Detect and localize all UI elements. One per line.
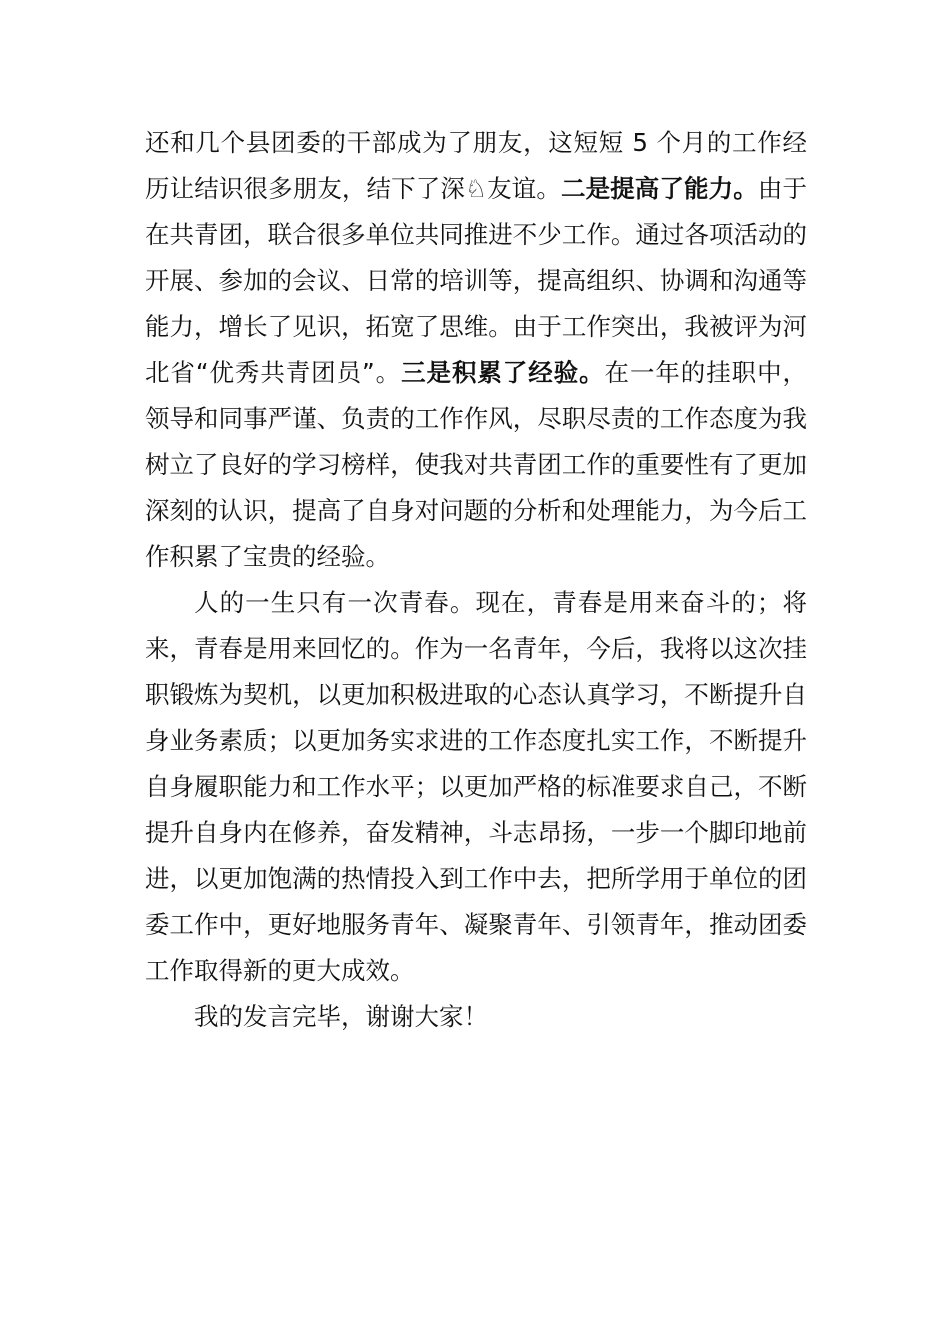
paragraph-text: 由于在共青团，联合很多单位共同推进不少工作。通过各项活动的开展、参加的会议、日常的培训等，提高组织、协调和沟通等能力，增长了见识，拓宽了思维。由于工作突出，我被评为河北省“优秀共青团员”。 <box>145 174 808 387</box>
document-body <box>145 120 807 1040</box>
paragraph-text: 在一年的挂职中，领导和同事严谨、负责的工作作风，尽职尽责的工作态度为我树立了良好的学习榜样，使我对共青团工作的重要性有了更加深刻的认识，提高了自身对问题的分析和处理能力，为今后工作积累了宝贵的经验。 <box>145 358 808 571</box>
point-heading-ability: 二是提高了能力。 <box>560 174 758 203</box>
point-heading-experience: 三是积累了经验。 <box>401 358 605 387</box>
paragraph-experience <box>145 120 807 580</box>
paragraph-text: 还和几个县团委的干部成为了朋友，这短短 5 个月的工作经历让结识很多朋友，结下了深 <box>145 128 807 203</box>
garbled-glyph: ♘ <box>465 174 487 203</box>
paragraph-closing: 我的发言完毕，谢谢大家！ <box>194 1002 488 1031</box>
paragraph-text: 友谊。 <box>486 174 561 203</box>
paragraph-youth: 人的一生只有一次青春。现在，青春是用来奋斗的；将来，青春是用来回忆的。作为一名青年，今后，我将以这次挂职锻炼为契机，以更加积极进取的心态认真学习，不断提升自身业务素质；以更加务实求进的工作态度扎实工作，不断提升自身履职能力和工作水平；以更加严格的标准要求自己，不断提升自身内在修养，奋发精神，斗志昂扬，一步一个脚印地前进，以更加饱满的热情投入到工作中去，把所学用于单位的团委工作中，更好地服务青年、凝聚青年、引领青年，推动团委工作取得新的更大成效。 <box>145 588 807 985</box>
